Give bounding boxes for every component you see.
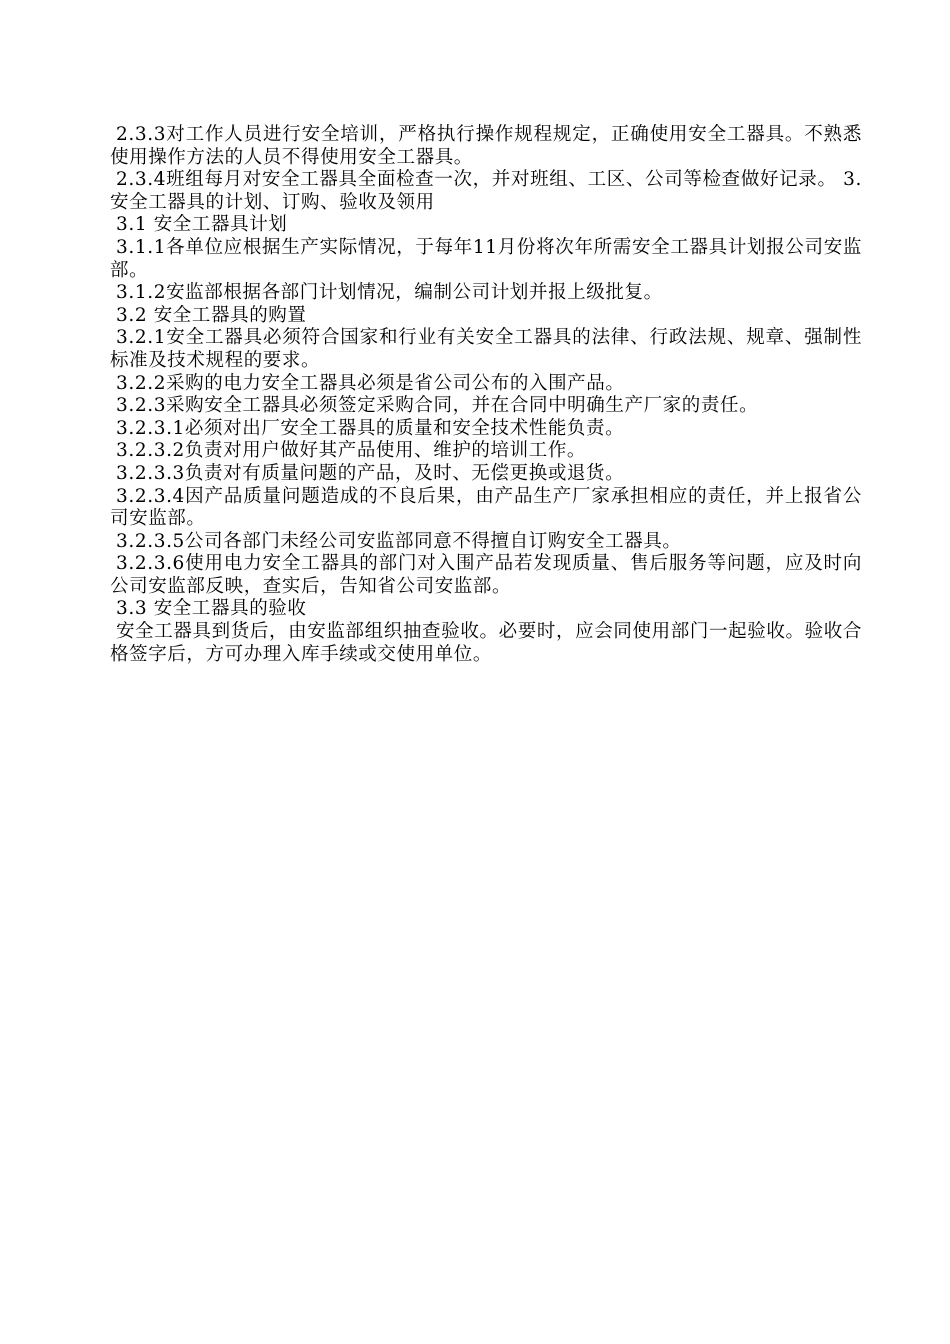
paragraph-3-2-3-4: 3.2.3.4因产品质量问题造成的不良后果，由产品生产厂家承担相应的责任，并上报省公司安监部。 [110,485,862,530]
paragraph-3-1-1: 3.1.1各单位应根据生产实际情况，于每年11月份将次年所需安全工器具计划报公司安监部。 [110,236,862,281]
paragraph-3-2-3-5: 3.2.3.5公司各部门未经公司安监部同意不得擅自订购安全工器具。 [116,530,682,552]
heading-3-3: 3.3 安全工器具的验收 [116,598,307,620]
paragraph-3-2-3-6: 3.2.3.6使用电力安全工器具的部门对入围产品若发现质量、售后服务等问题，应及时向公司安监部反映，查实后，告知省公司安监部。 [110,553,862,597]
paragraph-3-1-2: 3.1.2安监部根据各部门计划情况，编制公司计划并报上级批复。 [116,282,663,304]
heading-3-1: 3.1 安全工器具计划 [116,214,288,236]
paragraph-3-2-3-1: 3.2.3.1必须对出厂安全工器具的质量和安全技术性能负责。 [116,417,625,439]
heading-3-2: 3.2 安全工器具的购置 [116,304,307,326]
paragraph-3-3-body: 安全工器具到货后，由安监部组织抽查验收。必要时，应会同使用部门一起验收。验收合格签字后，方可办理入库手续或交使用单位。 [110,621,862,665]
paragraph-3-2-1: 3.2.1安全工器具必须符合国家和行业有关安全工器具的法律、行政法规、规章、强制性标准及技术规程的要求。 [110,327,862,371]
paragraph-3-2-2: 3.2.2采购的电力安全工器具必须是省公司公布的入围产品。 [116,372,625,394]
paragraph-3-2-3: 3.2.3采购安全工器具必须签定采购合同，并在合同中明确生产厂家的责任。 [116,395,759,417]
paragraph-2-3-3: 2.3.3对工作人员进行安全培训，严格执行操作规程规定，正确使用安全工器具。不熟悉使用操作方法的人员不得使用安全工器具。 [110,124,862,168]
paragraph-2-3-4: 2.3.4班组每月对安全工器具全面检查一次，并对班组、工区、公司等检查做好记录。 3. 安全工器具的计划、订购、验收及领用 [110,169,862,213]
document-body [110,124,862,666]
paragraph-3-2-3-3: 3.2.3.3负责对有质量问题的产品，及时、无偿更换或退货。 [116,462,625,484]
paragraph-3-2-3-2: 3.2.3.2负责对用户做好其产品使用、维护的培训工作。 [116,440,587,462]
